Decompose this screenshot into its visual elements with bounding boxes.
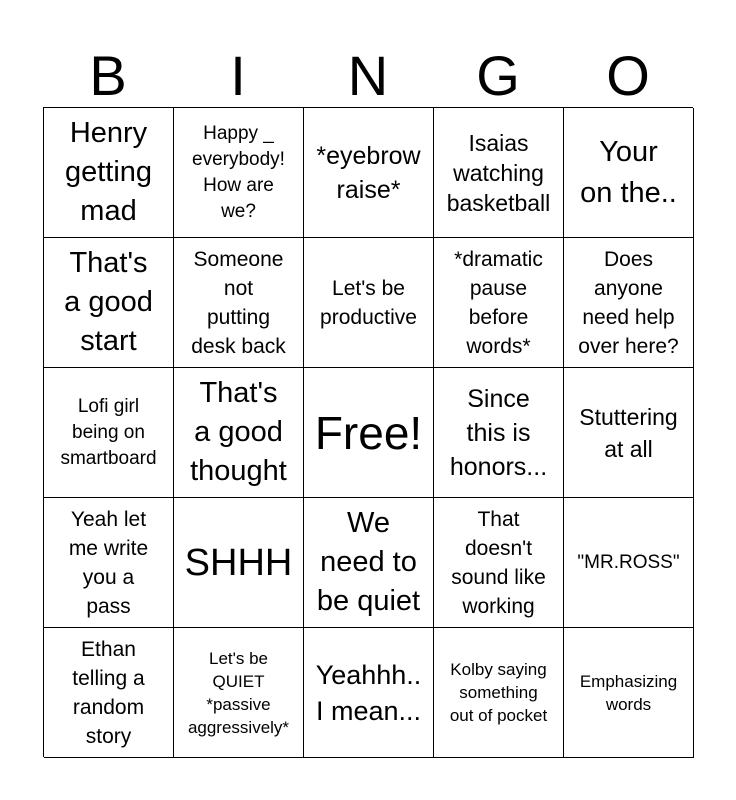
cell-text: "MR.ROSS" xyxy=(577,551,680,573)
bingo-cell[interactable] xyxy=(304,238,434,368)
header-letter-b: B xyxy=(89,44,127,107)
bingo-cell[interactable] xyxy=(44,498,174,628)
bingo-cell[interactable] xyxy=(434,238,564,368)
bingo-cell[interactable] xyxy=(564,498,694,628)
cell-text: We need to be quiet xyxy=(316,507,421,617)
bingo-cell[interactable] xyxy=(564,108,694,238)
bingo-cell[interactable] xyxy=(44,238,174,368)
cell-text: *dramatic pause before words* xyxy=(454,247,543,358)
cell-text: Kolby saying something out of pocket xyxy=(449,660,548,725)
bingo-cell[interactable] xyxy=(174,368,304,498)
cell-text: Yeah let me write you a pass xyxy=(68,507,149,618)
header-letter-g: G xyxy=(476,44,520,107)
bingo-cell[interactable] xyxy=(174,238,304,368)
bingo-cell[interactable] xyxy=(44,108,174,238)
bingo-cell[interactable] xyxy=(434,368,564,498)
cell-text: Lofi girl being on smartboard xyxy=(60,395,157,469)
bingo-card-grid xyxy=(43,107,693,757)
header-letter-o: O xyxy=(606,44,650,107)
cell-text: That doesn't sound like working xyxy=(451,507,546,618)
cell-text: That's a good thought xyxy=(190,377,287,487)
cell-text: Isaias watching basketball xyxy=(446,129,551,216)
header-letter-n: N xyxy=(347,44,389,107)
bingo-cell[interactable] xyxy=(174,108,304,238)
bingo-cell[interactable] xyxy=(564,238,694,368)
bingo-cell[interactable] xyxy=(44,628,174,758)
bingo-cell[interactable] xyxy=(434,628,564,758)
bingo-cell[interactable] xyxy=(44,368,174,498)
cell-text: That's a good start xyxy=(64,247,153,357)
bingo-cell[interactable] xyxy=(304,498,434,628)
cell-text: Let's be productive xyxy=(320,276,417,329)
cell-text: Yeahhh.. I mean... xyxy=(315,659,422,726)
cell-text: Since this is honors... xyxy=(449,384,548,481)
bingo-cell free-space[interactable] xyxy=(304,368,434,498)
cell-text: Ethan telling a random story xyxy=(72,637,145,748)
bingo-cell[interactable] xyxy=(174,628,304,758)
cell-text: Someone not putting desk back xyxy=(191,247,286,358)
free-space-text: Free! xyxy=(314,406,423,459)
cell-text: Let's be QUIET *passive aggressively* xyxy=(187,648,290,737)
bingo-cell[interactable] xyxy=(174,498,304,628)
bingo-header xyxy=(43,44,693,108)
header-letter-i: I xyxy=(230,44,246,107)
cell-text: Emphasizing words xyxy=(579,671,678,714)
cell-text: Happy _ everybody! How are we? xyxy=(192,122,285,222)
bingo-cell[interactable] xyxy=(434,498,564,628)
bingo-cell[interactable] xyxy=(434,108,564,238)
bingo-cell[interactable] xyxy=(304,628,434,758)
cell-text: Your on the.. xyxy=(580,135,677,209)
cell-text: Stuttering at all xyxy=(579,403,678,462)
cell-text: SHHH xyxy=(184,541,293,584)
cell-text: Henry getting mad xyxy=(64,117,153,227)
bingo-cell[interactable] xyxy=(304,108,434,238)
bingo-cell[interactable] xyxy=(564,368,694,498)
cell-text: *eyebrow raise* xyxy=(316,141,421,204)
cell-text: Does anyone need help over here? xyxy=(578,247,679,358)
bingo-cell[interactable] xyxy=(564,628,694,758)
